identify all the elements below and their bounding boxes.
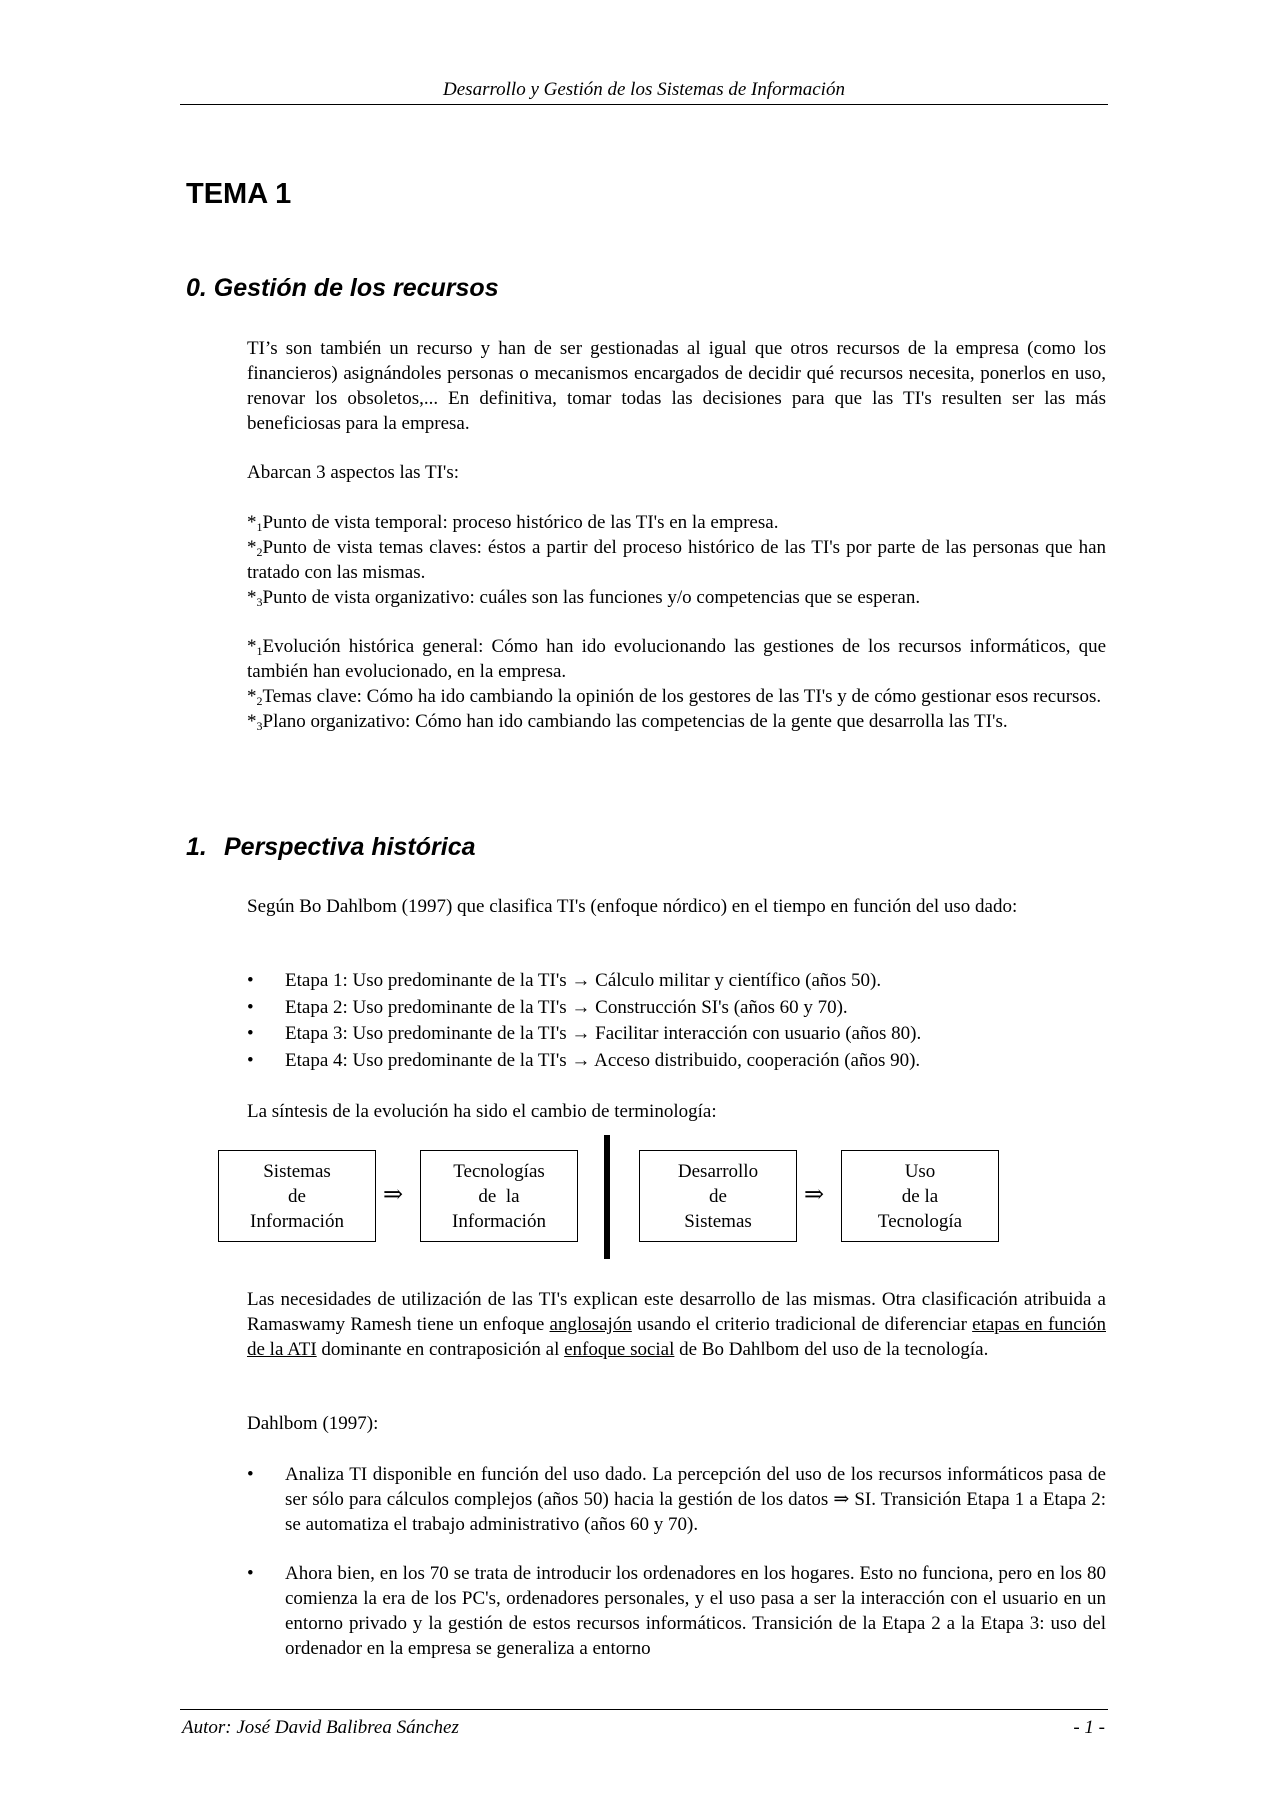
section-0-heading: 0. Gestión de los recursos — [186, 274, 499, 302]
list-item: • Etapa 4: Uso predominante de la TI's → Acceso distribuido, cooperación (años 90). — [247, 1049, 921, 1071]
aspects-intro: Abarcan 3 aspectos las TI's: — [247, 462, 460, 483]
detail-item-1: $*_1Evolución$ histórica general: Cómo han ido evolucionando las gestiones de los recursos informáticos, que también han evolucionado, en la empresa. — [247, 636, 1106, 682]
details-list — [247, 634, 1106, 734]
section-1-title: Perspectiva histórica — [224, 833, 476, 861]
diagram-separator — [604, 1135, 610, 1259]
list-item: • Etapa 2: Uso predominante de la TI's → Construcción SI's (años 60 y 70). — [247, 996, 848, 1018]
diagram-box-uso-tecnologia: Uso de la Tecnología — [841, 1150, 999, 1242]
necesidades-paragraph: Las necesidades de utilización de las TI's explican este desarrollo de las mismas. Otra clasificación atribuida a Ramaswamy Ramesh tiene un enfoque anglosajón usando el criterio tradicional de diferenciar etapas en función de la ATI dominante en contraposición al enfoque social de Bo Dahlbom del uso de la tecnología. — [247, 1289, 1106, 1360]
list-item: • Analiza TI disponible en función del uso dado. La percepción del uso de los recursos informáticos pasa de ser sólo para cálculos complejos (años 50) hacia la gestión de los datos ⇒ SI. Transición Etapa 1 a Etapa 2: se automatiza el trabajo administrativo (años 60 y 70). — [247, 1464, 1106, 1535]
list-item: • Ahora bien, en los 70 se trata de introducir los ordenadores en los hogares. Esto no funciona, pero en los 80 comienza la era de los PC's, ordenadores personales, y el uso pasa a ser la interacción con el usuario en un entorno privado y la gestión de estos recursos informáticos. Transición de la Etapa 2 a la Etapa 3: uso del ordenador en la empresa se generaliza a entorno — [247, 1563, 1106, 1659]
section-1-intro: Según Bo Dahlbom (1997) que clasifica TI's (enfoque nórdico) en el tiempo en función del uso dado: — [247, 896, 1018, 917]
diagram-box-desarrollo-sistemas: Desarrollo de Sistemas — [639, 1150, 797, 1242]
dahlbom-label: Dahlbom (1997): — [247, 1413, 379, 1434]
underlined-etapas-ati: etapas en función de la ATI — [247, 1314, 1106, 1360]
underlined-anglosajon: anglosajón — [549, 1314, 632, 1335]
synthesis-text: La síntesis de la evolución ha sido el cambio de terminología: — [247, 1101, 717, 1122]
diagram-box-sistemas-informacion: Sistemas de Información — [218, 1150, 376, 1242]
section-0-paragraph: TI’s son también un recurso y han de ser gestionadas al igual que otros recursos de la empresa (como los financieros) asignándoles personas o mecanismos encargados de decidir qué recursos necesita, ponerlos en uso, renovar los obsoletos,... En definitiva, tomar todas las decisiones para que las TI's resulten ser las más beneficiosas para la empresa. — [247, 338, 1106, 434]
page-number: - 1 - — [1073, 1717, 1105, 1738]
footer-rule — [180, 1709, 1108, 1710]
detail-item-3: $*_3Plano$ organizativo: Cómo han ido cambiando las competencias de la gente que desarrolla las TI's. — [247, 711, 1008, 733]
dahlbom-list — [247, 1462, 1106, 1661]
running-header: Desarrollo y Gestión de los Sistemas de Información — [443, 79, 845, 100]
diagram-arrow-2: ⇒ — [804, 1182, 825, 1208]
footer-author: Autor: José David Balibrea Sánchez — [182, 1717, 459, 1738]
list-item: • Etapa 1: Uso predominante de la TI's → Cálculo militar y científico (años 50). — [247, 970, 882, 991]
etapas-list — [247, 968, 1106, 1074]
chapter-title: TEMA 1 — [186, 178, 292, 210]
underlined-enfoque-social: enfoque social — [564, 1339, 675, 1360]
section-1-number: 1. — [186, 833, 207, 861]
header-rule — [180, 104, 1108, 105]
aspect-item-2: $*_2Punto$ de vista temas claves: éstos a partir del proceso histórico de las TI's por parte de las personas que han tratado con las mismas. — [247, 537, 1106, 583]
list-item: • Etapa 3: Uso predominante de la TI's → Facilitar interacción con usuario (años 80). — [247, 1023, 922, 1044]
diagram-arrow-1: ⇒ — [383, 1182, 404, 1208]
aspects-list — [247, 510, 1106, 610]
aspect-item-1: $*_1Punto$ de vista temporal: proceso histórico de las TI's en la empresa. — [247, 512, 779, 534]
section-1-heading — [186, 832, 476, 862]
aspect-item-3: $*_3Punto$ de vista organizativo: cuáles son las funciones y/o competencias que se esperan. — [247, 587, 921, 609]
diagram-box-tecnologias-informacion: Tecnologías de la Información — [420, 1150, 578, 1242]
detail-item-2: $*_2Temas$ clave: Cómo ha ido cambiando la opinión de los gestores de las TI's y de cómo gestionar esos recursos. — [247, 686, 1102, 708]
